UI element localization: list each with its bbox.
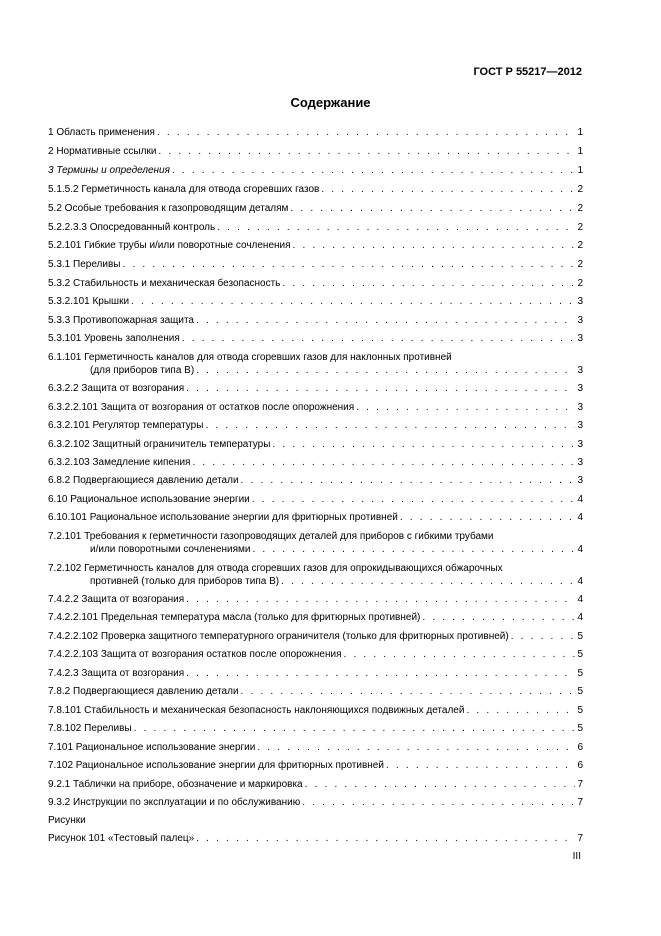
- toc-entry[interactable]: [48, 401, 583, 414]
- toc-entry-label: 6.3.2.101 Регулятор температуры: [48, 420, 204, 431]
- toc-entry[interactable]: [48, 511, 583, 524]
- toc-entry[interactable]: [48, 221, 583, 234]
- toc-entry[interactable]: [48, 438, 583, 451]
- toc-entry-page: 4: [577, 594, 583, 605]
- toc-entry-label-line1: 7.2.101 Требования к герметичности газопроводящих деталей для приборов с гибкими трубами: [48, 531, 494, 542]
- toc-entry[interactable]: [48, 314, 583, 327]
- toc-entry-page: 2: [577, 184, 583, 195]
- toc-entry-label: и/или поворотными сочленениями: [90, 544, 251, 555]
- toc-entry-label: 7.8.102 Переливы: [48, 723, 132, 734]
- toc-entry-page: 7: [577, 779, 583, 790]
- toc-entry-label: 6.10 Рациональное использование энергии: [48, 494, 250, 505]
- toc-entry[interactable]: [48, 474, 583, 487]
- toc-entry-label: 5.2.2.3.3 Опосредованный контроль: [48, 222, 216, 233]
- toc-entry-label: 6.10.101 Рациональное использование энергии для фритюрных противней: [48, 512, 398, 523]
- toc-entry-page: 2: [577, 259, 583, 270]
- toc-entry-label: 1 Область применения: [48, 127, 155, 138]
- toc-entry-page: 5: [577, 668, 583, 679]
- toc-entry-label: 7.4.2.2.103 Защита от возгорания остатков после опорожнения: [48, 649, 342, 660]
- toc-entry[interactable]: [48, 295, 583, 308]
- figure-entry[interactable]: [48, 832, 583, 845]
- toc-entry-page: 7: [577, 797, 583, 808]
- toc-entry-label: 5.3.2.101 Крышки: [48, 296, 130, 307]
- figures-heading: Рисунки: [48, 815, 86, 826]
- toc-entry[interactable]: [48, 456, 583, 469]
- toc-entry-page: 3: [577, 457, 583, 468]
- toc-entry-page: 3: [577, 475, 583, 486]
- toc-entry-label-line1: 7.2.102 Герметичность каналов для отвода сгоревших газов для опрокидывающихся обжарочных: [48, 563, 503, 574]
- toc-entry[interactable]: [48, 778, 583, 791]
- toc-entry-page: 4: [577, 512, 583, 523]
- toc-entry-page: 1: [577, 146, 583, 157]
- toc-entry[interactable]: [48, 648, 583, 661]
- toc-entry-label: 7.4.2.2 Защита от возгорания: [48, 594, 185, 605]
- toc-entry-label: 5.3.1 Переливы: [48, 259, 121, 270]
- toc-entry[interactable]: [48, 796, 583, 809]
- toc-entry-page: 3: [577, 420, 583, 431]
- document-id-header: ГОСТ Р 55217—2012: [473, 66, 582, 78]
- toc-entry[interactable]: [48, 741, 583, 754]
- toc-entry-label: 7.4.2.3 Защита от возгорания: [48, 668, 185, 679]
- toc-entry-page: 5: [577, 686, 583, 697]
- toc-entry-label: 7.102 Рациональное использование энергии для фритюрных противней: [48, 760, 384, 771]
- toc-entry[interactable]: [48, 562, 583, 588]
- toc-entry[interactable]: [48, 164, 583, 177]
- toc-entry[interactable]: [48, 530, 583, 556]
- toc-entry[interactable]: [48, 277, 583, 290]
- toc-entry-page: 2: [577, 240, 583, 251]
- figure-entry-label: Рисунок 101 «Тестовый палец»: [48, 833, 195, 844]
- toc-entry-page: 4: [577, 576, 583, 587]
- toc-entry-label: 5.2.101 Гибкие трубы и/или поворотные сочленения: [48, 240, 291, 251]
- toc-entry[interactable]: [48, 382, 583, 395]
- toc-entry-page: 4: [577, 494, 583, 505]
- toc-entry[interactable]: [48, 611, 583, 624]
- toc-entry-label: 5.2 Особые требования к газопроводящим деталям: [48, 203, 289, 214]
- toc-entry-page: 2: [577, 278, 583, 289]
- toc-entry-label: 6.3.2.2.101 Защита от возгорания от остатков после опорожнения: [48, 402, 355, 413]
- toc-entry[interactable]: [48, 332, 583, 345]
- toc-entry-label: 7.8.101 Стабильность и механическая безопасность наклоняющихся подвижных деталей: [48, 705, 465, 716]
- toc-entry-page: 5: [577, 723, 583, 734]
- toc-entry-page: 6: [577, 742, 583, 753]
- toc-entry-page: 4: [577, 544, 583, 555]
- toc-entry[interactable]: [48, 667, 583, 680]
- toc-entry[interactable]: [48, 351, 583, 377]
- page-number-footer: III: [572, 851, 581, 862]
- toc-entry-page: 3: [577, 333, 583, 344]
- toc-entry-page: 3: [577, 383, 583, 394]
- toc-entry-label: противней (только для приборов типа В): [90, 576, 280, 587]
- toc-entry-label: 6.3.2.103 Замедление кипения: [48, 457, 191, 468]
- toc-entry[interactable]: [48, 493, 583, 506]
- toc-entry-label: 5.3.2 Стабильность и механическая безопасность: [48, 278, 281, 289]
- toc-entry-label: 6.3.2.2 Защита от возгорания: [48, 383, 185, 394]
- figure-entry-page: 7: [577, 833, 583, 844]
- toc-entry-page: 3: [577, 365, 583, 376]
- toc-entry-page: 1: [577, 165, 583, 176]
- toc-entry-page: 5: [577, 649, 583, 660]
- toc-entry-label: 7.4.2.2.101 Предельная температура масла (только для фритюрных противней): [48, 612, 421, 623]
- page-title: Содержание: [290, 95, 371, 110]
- toc-entry-label: 3 Термины и определения: [48, 165, 170, 176]
- toc-entry[interactable]: [48, 239, 583, 252]
- toc-entry-label: 2 Нормативные ссылки: [48, 146, 157, 157]
- toc-entry[interactable]: [48, 593, 583, 606]
- toc-entry[interactable]: [48, 183, 583, 196]
- toc-entry-page: 3: [577, 315, 583, 326]
- toc-entry[interactable]: [48, 419, 583, 432]
- toc-entry-page: 5: [577, 631, 583, 642]
- toc-entry-page: 2: [577, 222, 583, 233]
- toc-entry-label: 6.3.2.102 Защитный ограничитель температуры: [48, 439, 271, 450]
- toc-entry[interactable]: [48, 202, 583, 215]
- toc-entry-label: 5.1.5.2 Герметичность канала для отвода сгоревших газов: [48, 184, 320, 195]
- toc-entry-page: 3: [577, 439, 583, 450]
- toc-entry[interactable]: [48, 722, 583, 735]
- toc-entry-label: 9.3.2 Инструкции по эксплуатации и по обслуживанию: [48, 797, 301, 808]
- toc-entry[interactable]: [48, 759, 583, 772]
- toc-entry-page: 3: [577, 296, 583, 307]
- toc-entry[interactable]: [48, 630, 583, 643]
- toc-entry[interactable]: [48, 126, 583, 139]
- toc-entry[interactable]: [48, 704, 583, 717]
- toc-entry[interactable]: [48, 145, 583, 158]
- toc-entry-page: 1: [577, 127, 583, 138]
- toc-entry[interactable]: [48, 258, 583, 271]
- toc-entry-label: 5.3.101 Уровень заполнения: [48, 333, 180, 344]
- toc-entry-page: 3: [577, 402, 583, 413]
- toc-entry-label: 6.8.2 Подвергающиеся давлению детали: [48, 475, 239, 486]
- toc-entry-page: 2: [577, 203, 583, 214]
- toc-entry-label: (для приборов типа В): [90, 365, 195, 376]
- toc-entry-page: 6: [577, 760, 583, 771]
- toc-entry-page: 5: [577, 705, 583, 716]
- toc-entry-label-line1: 6.1.101 Герметичность каналов для отвода сгоревших газов для наклонных противней: [48, 352, 452, 363]
- toc-entry-label: 7.8.2 Подвергающиеся давлению детали: [48, 686, 239, 697]
- toc-entry[interactable]: [48, 685, 583, 698]
- toc-entry-label: 7.4.2.2.102 Проверка защитного температурного ограничителя (только для фритюрных противней): [48, 631, 509, 642]
- toc-entry-label: 7.101 Рациональное использование энергии: [48, 742, 256, 753]
- toc-entry-page: 4: [577, 612, 583, 623]
- toc-entry-label: 5.3.3 Противопожарная защита: [48, 315, 194, 326]
- toc-entry-label: 9.2.1 Таблички на приборе, обозначение и маркировка: [48, 779, 303, 790]
